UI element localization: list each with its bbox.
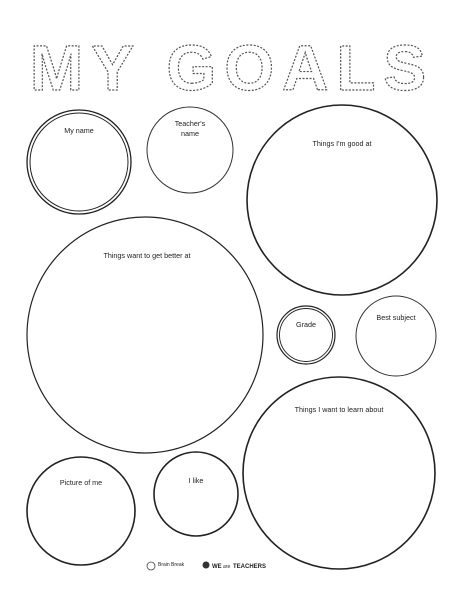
i-like-label: I like [188, 476, 204, 485]
brain-icon [147, 562, 155, 570]
logo-right-are: are [223, 564, 231, 570]
circle-grade [277, 306, 335, 364]
page-title: MY GOALS [29, 32, 435, 104]
better-at-label: Things want to get better at [103, 251, 191, 260]
logo-right-we: WE [212, 564, 222, 570]
picture-of-me-label: Picture of me [59, 478, 103, 487]
teachers-name-label-2: name [181, 129, 199, 138]
circle-learn-about [243, 377, 435, 569]
circle-best-subject [356, 296, 436, 376]
circle-better-at [27, 217, 263, 453]
good-at-label: Things I'm good at [312, 139, 372, 148]
learn-about-label: Things I want to learn about [294, 405, 384, 414]
best-subject-label: Best subject [376, 313, 416, 322]
brain-break-logo [147, 562, 185, 570]
grade-label: Grade [296, 320, 316, 329]
we-are-teachers-logo [203, 562, 267, 571]
teachers-name-label-1: Teacher's [174, 119, 206, 128]
circle-i-like [154, 452, 238, 536]
circle-teachers-name [147, 107, 233, 193]
title-my-goals [30, 32, 434, 104]
teacher-icon [203, 562, 210, 569]
logo-right-teachers: TEACHERS [233, 564, 267, 570]
circle-good-at [247, 105, 437, 295]
logo-left-text: Brain Break [158, 562, 185, 568]
circle-picture-of-me [27, 457, 135, 565]
my-name-label: My name [64, 126, 94, 135]
footer-logos [147, 562, 266, 571]
circle-my-name [27, 110, 131, 214]
